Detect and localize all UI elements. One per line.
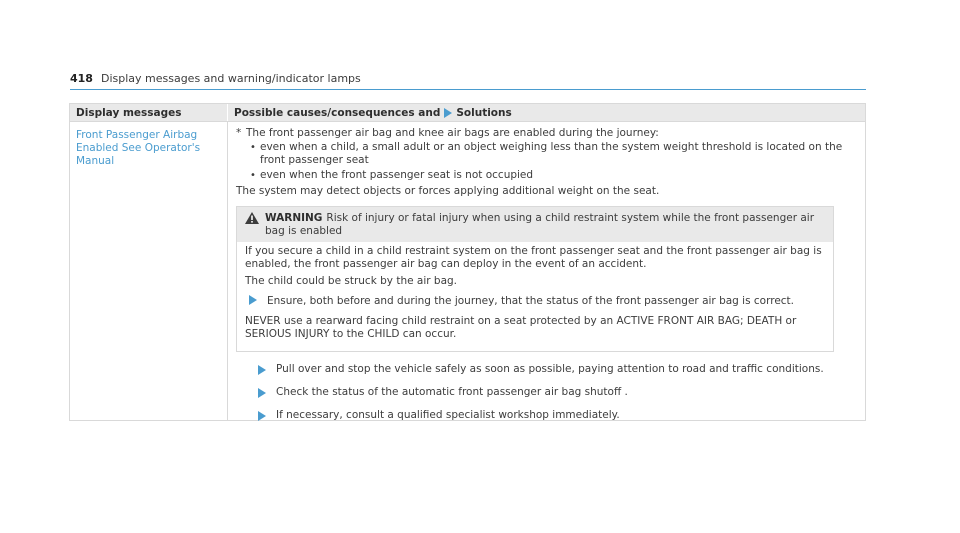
list-item (250, 169, 857, 182)
page-header (70, 72, 866, 90)
bullet-text: even when the front passenger seat is not occupied (260, 169, 534, 181)
solutions-list (258, 363, 857, 422)
arrow-right-icon (258, 388, 266, 398)
warning-title (265, 212, 825, 238)
warning-label: WARNING (265, 212, 323, 224)
messages-table (69, 103, 866, 421)
solution-text: Pull over and stop the vehicle safely as soon as possible, paying attention to road and traffic conditions. (276, 363, 824, 375)
warning-step (249, 295, 825, 308)
bullet-list (250, 141, 857, 182)
table-row (70, 122, 865, 420)
footnote-text: The front passenger air bag and knee air bags are enabled during the journey: (246, 127, 659, 139)
display-message-link[interactable]: Front Passenger Airbag Enabled See Operator's Manual (76, 129, 201, 167)
warning-body (237, 242, 833, 351)
arrow-right-icon (249, 295, 257, 305)
solution-step (258, 363, 857, 376)
column-header-display-messages: Display messages (70, 104, 228, 121)
solution-step (258, 409, 857, 422)
column-header-causes-solutions (228, 104, 865, 121)
solution-text: If necessary, consult a qualified specialist workshop immediately. (276, 409, 620, 421)
warning-title-text: Risk of injury or fatal injury when using a child restraint system while the front passenger air bag is enabled (265, 212, 815, 237)
column-header-solutions-text: Solutions (456, 106, 512, 119)
warning-header (237, 207, 833, 242)
list-item (250, 141, 857, 167)
warning-triangle-icon (245, 212, 259, 224)
bullet-text: even when a child, a small adult or an object weighing less than the system weight threshold is located on the front passenger seat (260, 141, 843, 166)
message-cell (70, 122, 228, 420)
arrow-right-icon (444, 108, 452, 118)
bullet-icon: • (250, 142, 256, 153)
solution-step (258, 386, 857, 399)
page-title: Display messages and warning/indicator lamps (100, 72, 361, 85)
footnote-star: * (236, 127, 242, 139)
causes-cell (228, 122, 865, 420)
warning-paragraph: If you secure a child in a child restraint system on the front passenger seat and the front passenger air bag is enabled, the front passenger air bag can deploy in the event of an accident. (245, 245, 822, 270)
table-header-row (70, 104, 865, 122)
footnote (236, 127, 857, 140)
bullet-icon: • (250, 170, 256, 181)
page-number: 418 (70, 72, 93, 85)
warning-paragraph: The child could be struck by the air bag. (245, 275, 458, 287)
column-header-causes-text: Possible causes/consequences and (234, 106, 441, 119)
warning-step-text: Ensure, both before and during the journey, that the status of the front passenger air bag is correct. (267, 295, 795, 307)
arrow-right-icon (258, 365, 266, 375)
solution-text: Check the status of the automatic front passenger air bag shutoff . (276, 386, 628, 398)
warning-paragraph: NEVER use a rearward facing child restraint on a seat protected by an ACTIVE FRONT AIR BAG; DEATH or SERIOUS INJURY to the CHILD can occur. (245, 315, 797, 340)
detect-text: The system may detect objects or forces applying additional weight on the seat. (236, 185, 660, 197)
arrow-right-icon (258, 411, 266, 421)
warning-box (236, 206, 834, 352)
